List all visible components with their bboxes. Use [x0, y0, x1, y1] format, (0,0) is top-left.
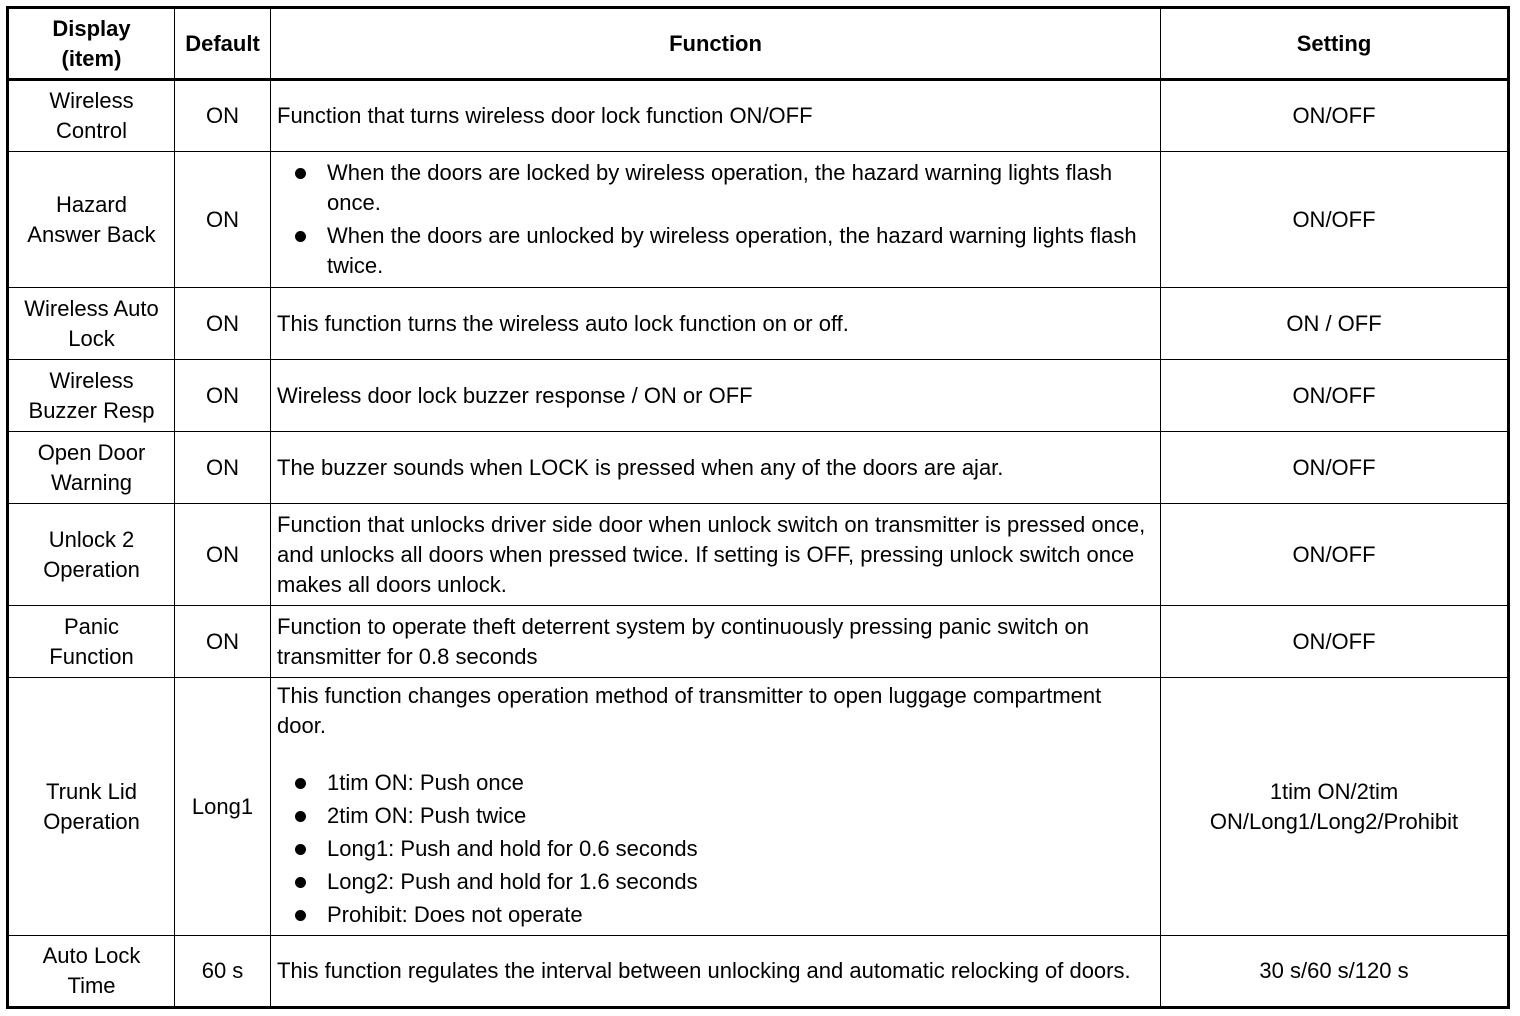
function-description: This function changes operation method of transmitter to open luggage compartment door. — [277, 682, 1102, 738]
item-cell: Wireless Auto Lock — [8, 288, 175, 360]
item-cell: Auto Lock Time — [8, 936, 175, 1008]
function-cell: Function to operate theft deterrent system by continuously pressing panic switch on transmitter for 0.8 seconds — [271, 606, 1161, 678]
item-cell: Wireless Buzzer Resp — [8, 360, 175, 432]
bullet-icon — [295, 877, 306, 888]
row-auto-lock-time — [8, 936, 1509, 1008]
row-hazard-answer-back — [8, 152, 1509, 288]
bullet-icon — [295, 231, 306, 242]
default-cell: ON — [175, 80, 271, 152]
function-cell: This function regulates the interval between unlocking and automatic relocking of doors. — [271, 936, 1161, 1008]
bullet-icon — [295, 168, 306, 179]
default-cell: ON — [175, 152, 271, 288]
function-cell: Function that unlocks driver side door when unlock switch on transmitter is pressed once, and unlocks all doors when pressed twice. If setting is OFF, pressing unlock switch once makes all doors unlock. — [271, 504, 1161, 606]
bullet-icon — [295, 910, 306, 921]
setting-cell: ON/OFF — [1161, 432, 1509, 504]
default-cell: ON — [175, 360, 271, 432]
row-unlock-2-operation — [8, 504, 1509, 606]
header-function: Function — [271, 8, 1161, 80]
list-item: 2tim ON: Push twice — [277, 801, 1154, 831]
bullet-icon — [295, 811, 306, 822]
list-item: 1tim ON: Push once — [277, 768, 1154, 798]
function-cell: The buzzer sounds when LOCK is pressed when any of the doors are ajar. — [271, 432, 1161, 504]
header-default: Default — [175, 8, 271, 80]
list-item: When the doors are unlocked by wireless operation, the hazard warning lights flash twice. — [277, 221, 1154, 281]
item-cell: Trunk Lid Operation — [8, 678, 175, 936]
setting-cell: ON/OFF — [1161, 80, 1509, 152]
item-cell: Unlock 2 Operation — [8, 504, 175, 606]
item-cell: Panic Function — [8, 606, 175, 678]
list-item: When the doors are locked by wireless operation, the hazard warning lights flash once. — [277, 158, 1154, 218]
row-panic-function — [8, 606, 1509, 678]
setting-cell: 30 s/60 s/120 s — [1161, 936, 1509, 1008]
setting-cell: 1tim ON/2tim ON/Long1/Long2/Prohibit — [1161, 678, 1509, 936]
item-cell: Hazard Answer Back — [8, 152, 175, 288]
row-wireless-auto-lock — [8, 288, 1509, 360]
setting-cell: ON/OFF — [1161, 360, 1509, 432]
header-row — [8, 8, 1509, 80]
function-cell: This function turns the wireless auto lock function on or off. — [271, 288, 1161, 360]
list-item: Prohibit: Does not operate — [277, 900, 1154, 930]
default-cell: ON — [175, 288, 271, 360]
row-wireless-buzzer-resp — [8, 360, 1509, 432]
function-settings-table — [6, 6, 1510, 1009]
bullet-icon — [295, 778, 306, 789]
bullet-list — [277, 158, 1154, 281]
list-item: Long2: Push and hold for 1.6 seconds — [277, 867, 1154, 897]
list-item: Long1: Push and hold for 0.6 seconds — [277, 834, 1154, 864]
setting-cell: ON/OFF — [1161, 152, 1509, 288]
function-cell: Wireless door lock buzzer response / ON or OFF — [271, 360, 1161, 432]
default-cell: 60 s — [175, 936, 271, 1008]
row-open-door-warning — [8, 432, 1509, 504]
item-cell: Open Door Warning — [8, 432, 175, 504]
item-cell: Wireless Control — [8, 80, 175, 152]
setting-cell: ON/OFF — [1161, 504, 1509, 606]
header-display: Display (item) — [8, 8, 175, 80]
default-cell: ON — [175, 504, 271, 606]
setting-cell: ON/OFF — [1161, 606, 1509, 678]
function-cell: Function that turns wireless door lock function ON/OFF — [271, 80, 1161, 152]
header-setting: Setting — [1161, 8, 1509, 80]
bullet-icon — [295, 844, 306, 855]
row-wireless-control — [8, 80, 1509, 152]
spacer — [277, 741, 1154, 765]
bullet-list — [277, 768, 1154, 930]
row-trunk-lid-operation — [8, 678, 1509, 936]
function-cell — [271, 152, 1161, 288]
default-cell: Long1 — [175, 678, 271, 936]
setting-cell: ON / OFF — [1161, 288, 1509, 360]
default-cell: ON — [175, 606, 271, 678]
default-cell: ON — [175, 432, 271, 504]
function-cell — [271, 678, 1161, 936]
